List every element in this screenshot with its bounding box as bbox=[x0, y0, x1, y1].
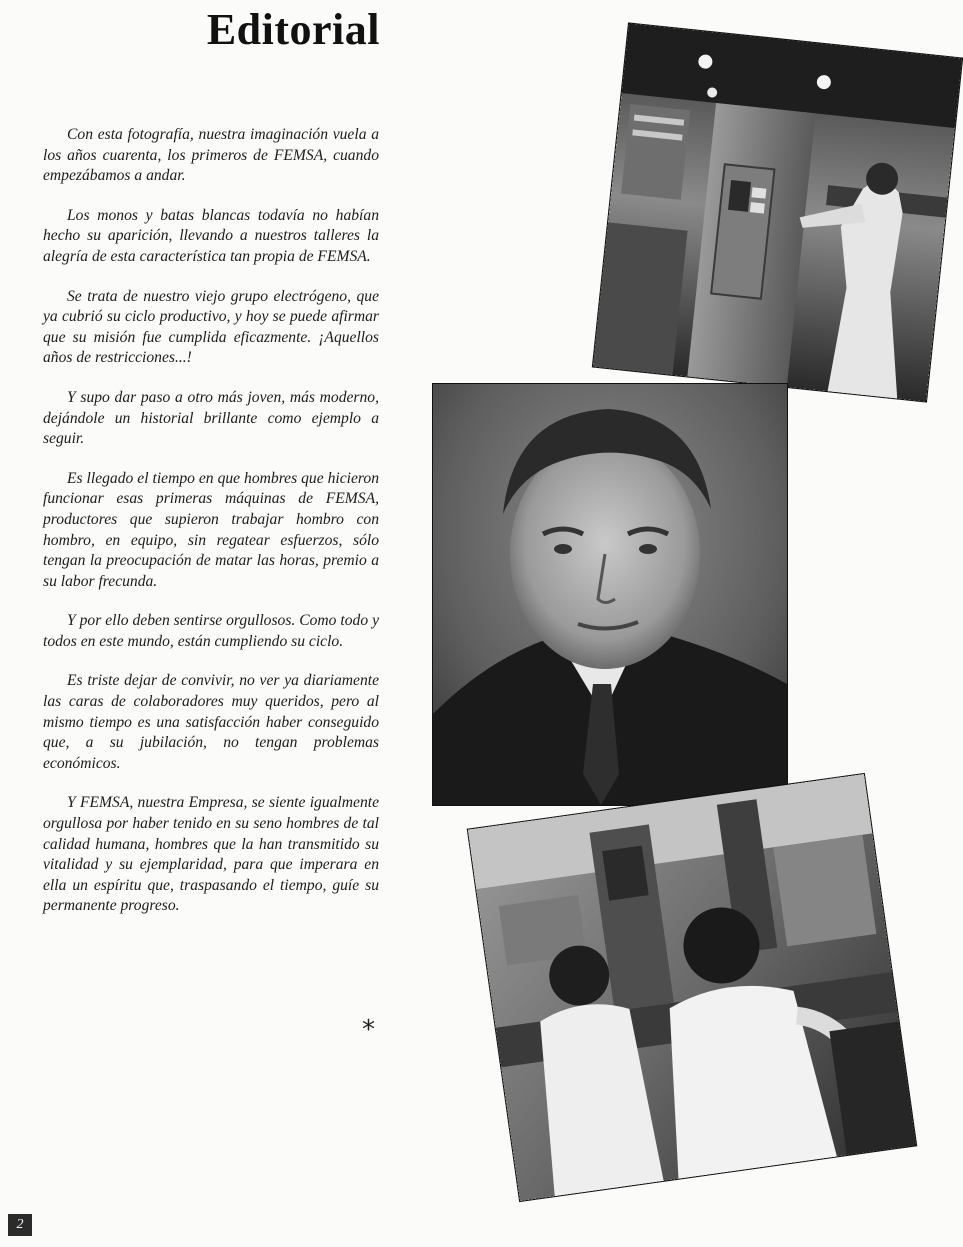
end-mark: * bbox=[362, 1015, 375, 1045]
editorial-paragraph: Es llegado el tiempo en que hombres que hicieron funcionar esas primeras máquinas de FEMSA, productores que supieron trabajar hombro con hombro, en equipo, sin regatear esfuerzos, sólo tengan la preocupación de matar las horas, premio a su labor frecunda. bbox=[43, 469, 379, 590]
workers-machines-photo bbox=[468, 774, 916, 1201]
editorial-text-column bbox=[43, 125, 379, 936]
editorial-paragraph: Los monos y batas blancas todavía no habían hecho su aparición, llevando a nuestros talleres la alegría de esta característica tan propia de FEMSA. bbox=[43, 206, 379, 265]
page-title: Editorial bbox=[206, 5, 380, 54]
editorial-paragraph: Con esta fotografía, nuestra imaginación vuela a los años cuarenta, los primeros de FEMSA, cuando empezábamos a andar. bbox=[43, 126, 379, 185]
editorial-paragraph: Se trata de nuestro viejo grupo electrógeno, que ya cubrió su ciclo productivo, y hoy se puede afirmar que su misión fue cumplida eficazmente. ¡Aquellos años de restricciones...! bbox=[43, 287, 379, 367]
editorial-paragraph: Y por ello deben sentirse orgullosos. Como todo y todos en este mundo, están cumpliendo su ciclo. bbox=[43, 612, 379, 650]
portrait-photo bbox=[433, 384, 787, 805]
page-number: 2 bbox=[8, 1214, 32, 1236]
editorial-paragraph: Es triste dejar de convivir, no ver ya diariamente las caras de colaboradores muy queridos, pero al mismo tiempo es una satisfacción haber conseguido que, a su jubilación, no tengan problemas económicos. bbox=[43, 672, 379, 772]
factory-generator-photo bbox=[593, 23, 962, 401]
editorial-paragraph: Y FEMSA, nuestra Empresa, se siente igualmente orgullosa por haber tenido en su seno hombres de tal calidad humana, hombres que la han transmitido su vitalidad y su ejemplaridad, para que imperara en ella un espíritu que, traspasando el tiempo, guíe su permanente progreso. bbox=[43, 794, 379, 915]
editorial-paragraph: Y supo dar paso a otro más joven, más moderno, dejándole un historial brillante como ejemplo a seguir. bbox=[43, 388, 379, 448]
